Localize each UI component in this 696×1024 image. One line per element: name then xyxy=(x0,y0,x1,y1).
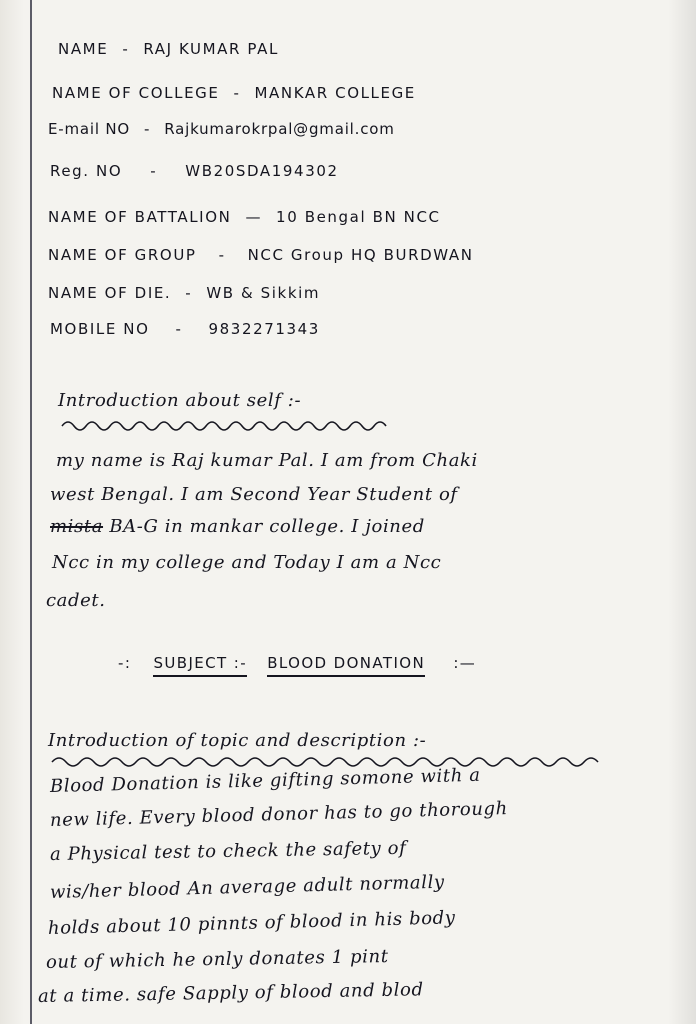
field-separator: - xyxy=(150,162,158,180)
field-value: NCC Group HQ BURDWAN xyxy=(247,246,474,264)
field-battalion xyxy=(48,208,441,226)
field-value: WB & Sikkim xyxy=(206,284,321,302)
field-college xyxy=(52,84,416,102)
intro-line-with-strike xyxy=(50,516,425,537)
topic-line: a Physical test to check the safety of xyxy=(49,837,407,865)
field-label: MOBILE NO xyxy=(50,320,150,338)
topic-line: Blood Donation is like gifting somone with a xyxy=(49,764,481,797)
subject-suffix: :— xyxy=(453,654,477,672)
subject-line xyxy=(118,654,476,672)
field-group xyxy=(48,246,474,264)
page-right-shadow xyxy=(668,0,696,1024)
intro-line: my name is Raj kumar Pal. I am from Chaki xyxy=(56,450,478,471)
field-separator: - xyxy=(218,246,226,264)
field-separator: - xyxy=(185,284,193,302)
intro-line: west Bengal. I am Second Year Student of xyxy=(50,484,458,505)
field-label: NAME xyxy=(58,40,109,58)
topic-line: out of which he only donates 1 pint xyxy=(45,946,389,973)
field-separator: — xyxy=(245,208,263,226)
field-label: E-mail NO xyxy=(48,120,131,138)
field-separator: - xyxy=(122,40,130,58)
field-separator: - xyxy=(144,120,151,138)
intro-heading-squiggle-underline xyxy=(62,416,402,436)
field-label: NAME OF COLLEGE xyxy=(52,84,220,102)
field-value: RAJ KUMAR PAL xyxy=(143,40,279,58)
subject-title: BLOOD DONATION xyxy=(267,654,425,677)
field-value: 9832271343 xyxy=(208,320,320,338)
field-separator: - xyxy=(175,320,183,338)
field-separator: - xyxy=(233,84,241,102)
intro-line: Ncc in my college and Today I am a Ncc xyxy=(52,552,442,573)
page-left-edge xyxy=(0,0,24,1024)
field-value: WB20SDA194302 xyxy=(185,162,339,180)
struck-word: mista xyxy=(50,516,104,537)
field-label: NAME OF DIE. xyxy=(48,284,172,302)
topic-heading: Introduction of topic and description :- xyxy=(48,730,427,751)
field-value: 10 Bengal BN NCC xyxy=(276,208,441,226)
subject-label: SUBJECT :- xyxy=(153,654,247,677)
field-name xyxy=(58,40,279,58)
field-value: Rajkumarokrpal@gmail.com xyxy=(164,120,395,138)
topic-line: at a time. safe Sapply of blood and blod xyxy=(37,979,424,1007)
margin-line xyxy=(30,0,32,1024)
field-value: MANKAR COLLEGE xyxy=(254,84,416,102)
intro-line: cadet. xyxy=(46,590,106,611)
intro-line-text: BA-G in mankar college. I joined xyxy=(109,516,425,537)
intro-heading: Introduction about self :- xyxy=(58,390,302,411)
topic-line: new life. Every blood donor has to go thorough xyxy=(49,798,509,831)
topic-line: holds about 10 pinnts of blood in his body xyxy=(47,907,456,939)
field-label: NAME OF BATTALION xyxy=(48,208,232,226)
field-mobile xyxy=(50,320,320,338)
field-email xyxy=(48,120,395,138)
topic-line: wis/her blood An average adult normally xyxy=(49,871,445,903)
field-reg-no xyxy=(50,162,339,180)
subject-prefix: -: xyxy=(118,654,132,672)
field-label: Reg. NO xyxy=(50,162,123,180)
field-label: NAME OF GROUP xyxy=(48,246,197,264)
field-die xyxy=(48,284,320,302)
